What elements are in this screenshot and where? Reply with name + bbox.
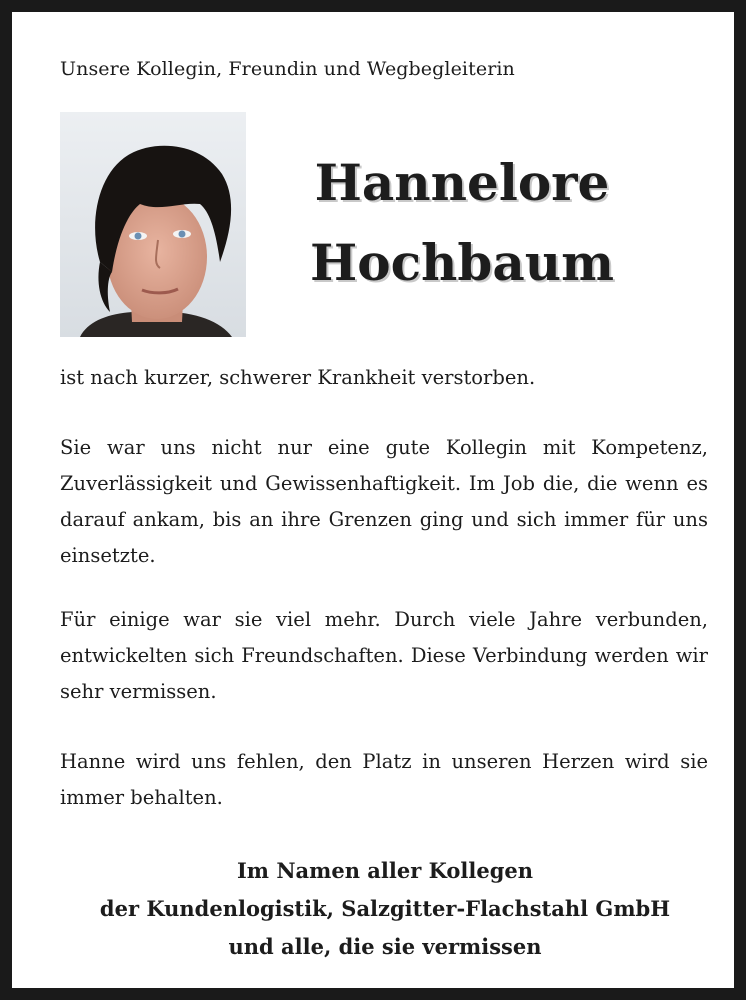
signature-block	[32, 852, 738, 966]
paragraph-3: Für einige war sie viel mehr. Durch viele Jahre verbunden, entwickelten sich Freundschaften. Diese Verbindung werden wir sehr vermissen.	[60, 608, 708, 703]
signature-line-2: der Kundenlogistik, Salzgitter-Flachstahl GmbH	[99, 896, 671, 921]
portrait-photo	[60, 112, 246, 337]
paragraph-1: ist nach kurzer, schwerer Krankheit verstorben.	[60, 366, 536, 389]
paragraph-2: Sie war uns nicht nur eine gute Kollegin mit Kompetenz, Zuverlässigkeit und Gewissenhaftigkeit. Im Job die, die wenn es darauf ankam, bis an ihre Grenzen ging und sich immer für uns einsetzte.	[60, 436, 708, 567]
signature-line-3: und alle, die sie vermissen	[228, 934, 542, 959]
paragraph-4: Hanne wird uns fehlen, den Platz in unseren Herzen wird sie immer behalten.	[60, 750, 708, 809]
intro-line: Unsere Kollegin, Freundin und Wegbegleiterin	[60, 58, 515, 80]
name-last: Hochbaum	[309, 233, 614, 292]
signature-line-1: Im Namen aller Kollegen	[236, 858, 534, 883]
name-first: Hannelore	[314, 153, 610, 212]
